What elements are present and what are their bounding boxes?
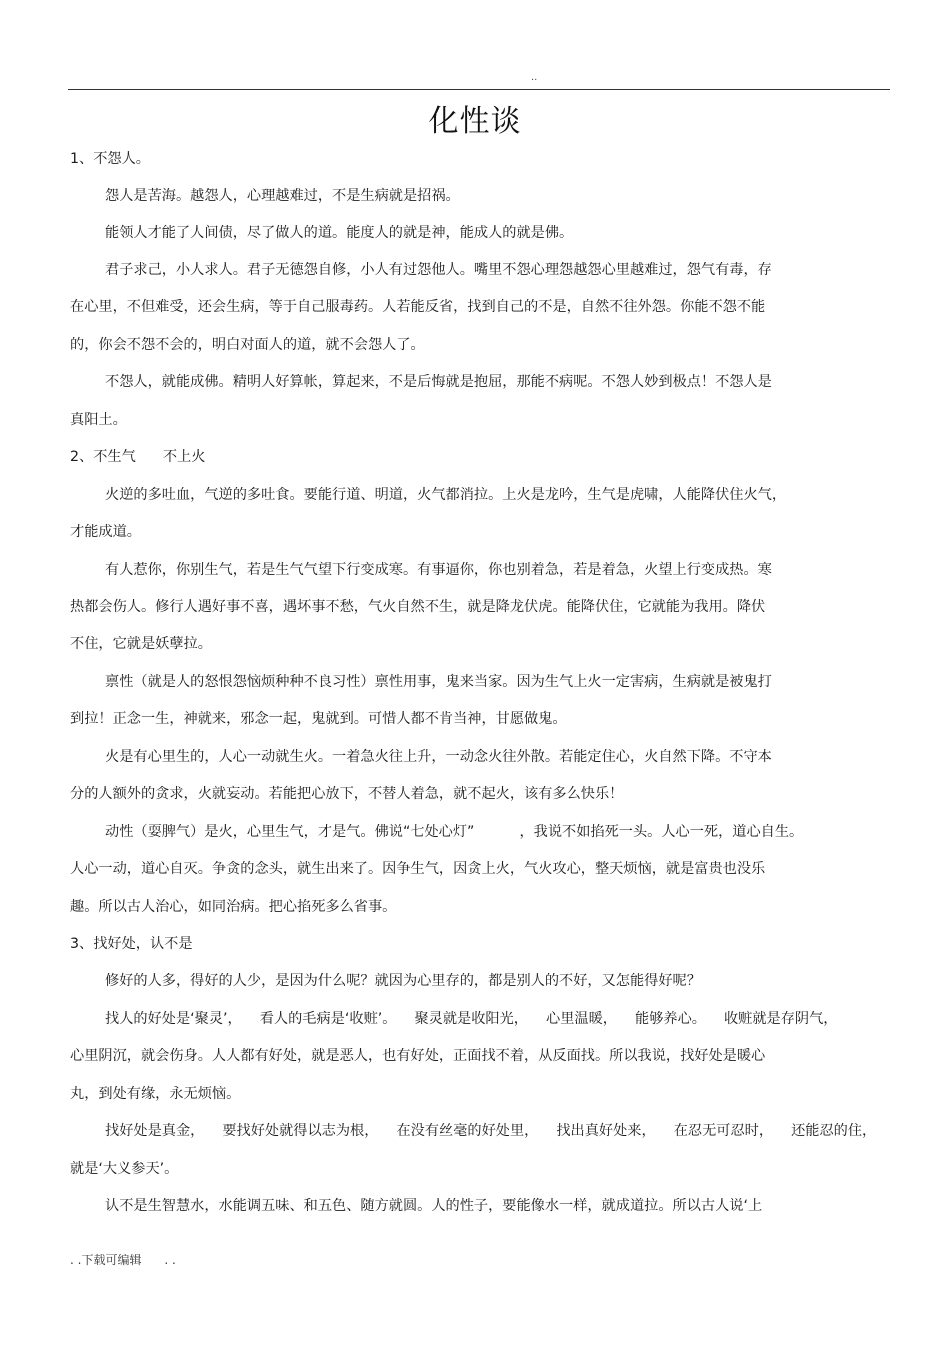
body-line: 就是‘大义参天’。 [70, 1161, 179, 1177]
body-line: 火逆的多吐血，气逆的多吐食。要能行道、明道，火气都消拉。上火是龙吟，生气是虎啸，人能降伏住火气， [105, 487, 787, 503]
body-line: 禀性（就是人的怒恨怨恼烦种种不良习性）禀性用事，鬼来当家。因为生气上火一定害病，生病就是被鬼打 [105, 674, 772, 690]
header-rule [68, 89, 890, 90]
body-line: 心里阴沉，就会伤身。人人都有好处，就是恶人，也有好处，正面找不着，从反面找。所以我说，找好处是暖心 [70, 1048, 766, 1064]
body-line: 到拉！正念一生，神就来，邪念一起，鬼就到。可惜人都不肯当神，甘愿做鬼。 [70, 711, 567, 727]
body-line: 认不是生智慧水，水能调五味、和五色、随方就圆。人的性子，要能像水一样，就成道拉。所以古人说‘上 [105, 1198, 763, 1214]
document-title: 化性谈 [428, 104, 522, 139]
body-line: 人心一动，道心自灭。争贪的念头，就生出来了。因争生气，因贪上火，气火攻心，整天烦恼，就是富贵也没乐 [70, 861, 766, 877]
body-line: 真阳土。 [70, 412, 127, 428]
body-line: 不怨人，就能成佛。精明人好算帐，算起来，不是后悔就是抱屈，那能不病呢。不怨人妙到极点！不怨人是 [105, 374, 772, 390]
section-heading-3: 3、找好处，认不是 [70, 936, 193, 952]
section-heading-2: 2、不生气 不上火 [70, 449, 206, 465]
body-line: 找人的好处是‘聚灵’， 看人的毛病是‘收赃’。 聚灵就是收阳光， 心里温暖， 能够养心。 收赃就是存阴气， [105, 1011, 838, 1027]
body-line: 丸，到处有缘，永无烦恼。 [70, 1086, 241, 1102]
body-line: 修好的人多，得好的人少，是因为什么呢？就因为心里存的，都是别人的不好，又怎能得好呢？ [105, 973, 701, 989]
footer-note: . .下载可编辑 . . [70, 1253, 176, 1267]
body-line: 的，你会不怨不会的，明白对面人的道，就不会怨人了。 [70, 337, 425, 353]
body-line: 找好处是真金， 要找好处就得以志为根， 在没有丝毫的好处里， 找出真好处来， 在忍无可忍时， 还能忍的住， [105, 1123, 877, 1139]
body-line: 不住，它就是妖孽拉。 [70, 636, 212, 652]
body-line: 趣。所以古人治心，如同治病。把心掐死多么省事。 [70, 899, 397, 915]
body-line: 有人惹你，你别生气，若是生气气望下行变成寒。有事逼你，你也别着急，若是着急，火望上行变成热。寒 [105, 562, 772, 578]
body-line: 在心里，不但难受，还会生病，等于自己服毒药。人若能反省，找到自己的不是，自然不往外怨。你能不怨不能 [70, 299, 766, 315]
body-line: 怨人是苦海。越怨人，心理越难过，不是生病就是招祸。 [105, 188, 460, 204]
body-line: 热都会伤人。修行人遇好事不喜，遇坏事不愁，气火自然不生，就是降龙伏虎。能降伏住，它就能为我用。降伏 [70, 599, 766, 615]
section-heading-1: 1、不怨人。 [70, 151, 150, 167]
body-line: 君子求己，小人求人。君子无德怨自修，小人有过怨他人。嘴里不怨心理怨越怨心里越难过，怨气有毒，存 [105, 262, 772, 278]
body-line: 才能成道。 [70, 524, 141, 540]
header-dots: .. [531, 72, 538, 83]
body-line: 分的人额外的贪求，火就妄动。若能把心放下，不替人着急，就不起火，该有多么快乐！ [70, 786, 624, 802]
body-line: 火是有心里生的，人心一动就生火。一着急火往上升，一动念火往外散。若能定住心，火自然下降。不守本 [105, 749, 772, 765]
body-line: 动性（耍脾气）是火，心里生气，才是气。佛说“七处心灯” ，我说不如掐死一头。人心一死，道心自生。 [105, 824, 804, 840]
body-line: 能领人才能了人间债，尽了做人的道。能度人的就是神，能成人的就是佛。 [105, 225, 574, 241]
